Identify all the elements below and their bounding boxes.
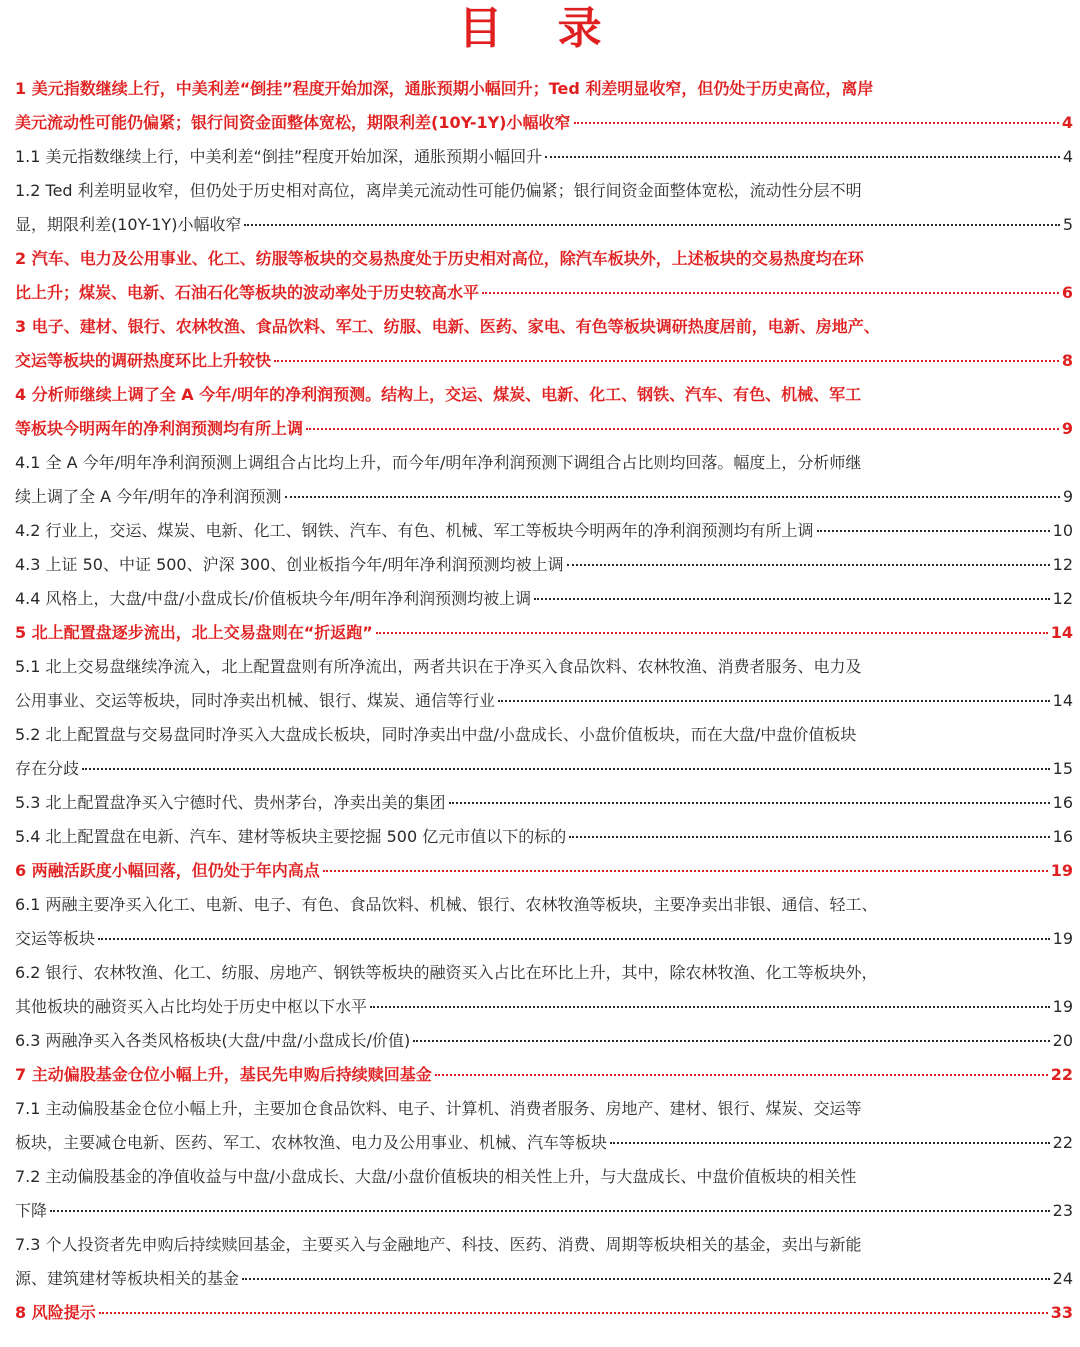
toc-subsection-entry[interactable]	[15, 1092, 1073, 1160]
toc-entry-text: 续上调了全 A 今年/明年的净利润预测	[15, 487, 282, 506]
toc-page-number: 4	[1061, 113, 1073, 132]
toc-section-entry[interactable]	[15, 1296, 1073, 1330]
toc-entry-line	[15, 378, 1073, 412]
toc-entry-line	[15, 106, 1073, 140]
toc-page-number: 14	[1052, 691, 1073, 710]
toc-page-number: 23	[1052, 1201, 1073, 1220]
toc-entry-text: 7.2 主动偏股基金的净值收益与中盘/小盘成长、大盘/小盘价值板块的相关性上升，与大盘成长、中盘价值板块的相关性	[15, 1167, 857, 1186]
toc-page-number: 5	[1062, 215, 1073, 234]
toc-section-entry[interactable]	[15, 242, 1073, 310]
toc-entry-text: 8 风险提示	[15, 1303, 96, 1322]
toc-entry-line	[15, 1194, 1073, 1228]
dot-leader	[98, 937, 1050, 940]
toc-entry-text: 交运等板块的调研热度环比上升较快	[15, 351, 272, 370]
toc-entry-text: 4.3 上证 50、中证 500、沪深 300、创业板指今年/明年净利润预测均被上调	[15, 555, 564, 574]
toc-entry-line	[15, 718, 1073, 752]
toc-entry-text: 7 主动偏股基金仓位小幅上升，基民先申购后持续赎回基金	[15, 1065, 432, 1084]
toc-entry-text: 交运等板块	[15, 929, 96, 948]
toc-entry-text: 1.2 Ted 利差明显收窄，但仍处于历史相对高位，离岸美元流动性可能仍偏紧；银行间资金面整体宽松，流动性分层不明	[15, 181, 862, 200]
dot-leader	[610, 1141, 1050, 1144]
dot-leader	[545, 155, 1060, 158]
toc-entry-text: 显，期限利差(10Y-1Y)小幅收窄	[15, 215, 242, 234]
toc-page-number: 9	[1061, 419, 1073, 438]
toc-entry-line	[15, 1160, 1073, 1194]
toc-entry-line	[15, 412, 1073, 446]
toc-subsection-entry[interactable]	[15, 140, 1073, 174]
toc-entry-text: 4 分析师继续上调了全 A 今年/明年的净利润预测。结构上，交运、煤炭、电新、化工、钢铁、汽车、有色、机械、军工	[15, 385, 862, 404]
toc-entry-line	[15, 956, 1073, 990]
toc-entry-text: 7.1 主动偏股基金仓位小幅上升，主要加仓食品饮料、电子、计算机、消费者服务、房地产、建材、银行、煤炭、交运等	[15, 1099, 862, 1118]
toc-entry-line	[15, 174, 1073, 208]
toc-entry-text: 公用事业、交运等板块，同时净卖出机械、银行、煤炭、通信等行业	[15, 691, 496, 710]
toc-entry-text: 5.3 北上配置盘净买入宁德时代、贵州茅台，净卖出美的集团	[15, 793, 446, 812]
toc-entry-text: 源、建筑建材等板块相关的基金	[15, 1269, 240, 1288]
toc-entry-text: 5.2 北上配置盘与交易盘同时净买入大盘成长板块，同时净卖出中盘/小盘成长、小盘价值板块，而在大盘/中盘价值板块	[15, 725, 857, 744]
dot-leader	[242, 1277, 1050, 1280]
toc-entry-text: 美元流动性可能仍偏紧；银行间资金面整体宽松，期限利差(10Y-1Y)小幅收窄	[15, 113, 571, 132]
toc-entry-text: 2 汽车、电力及公用事业、化工、纺服等板块的交易热度处于历史相对高位，除汽车板块外，上述板块的交易热度均在环	[15, 249, 864, 268]
toc-entry-line	[15, 446, 1073, 480]
toc-entry-text: 6 两融活跃度小幅回落，但仍处于年内高点	[15, 861, 320, 880]
toc-page-number: 8	[1061, 351, 1073, 370]
dot-leader	[413, 1039, 1049, 1042]
toc-entry-line	[15, 1262, 1073, 1296]
toc-page-number: 16	[1052, 793, 1073, 812]
toc-section-entry[interactable]	[15, 616, 1073, 650]
toc-entry-text: 存在分歧	[15, 759, 80, 778]
toc-entry-line	[15, 1228, 1073, 1262]
toc-page-number: 24	[1052, 1269, 1073, 1288]
toc-page-number: 12	[1052, 589, 1073, 608]
toc-entry-line	[15, 1296, 1073, 1330]
toc-entry-text: 比上升；煤炭、电新、石油石化等板块的波动率处于历史较高水平	[15, 283, 480, 302]
toc-section-entry[interactable]	[15, 854, 1073, 888]
toc-page-number: 19	[1052, 997, 1073, 1016]
toc-subsection-entry[interactable]	[15, 956, 1073, 1024]
toc-subsection-entry[interactable]	[15, 446, 1073, 514]
toc-entry-line	[15, 72, 1073, 106]
toc-entry-text: 5 北上配置盘逐步流出，北上交易盘则在“折返跑”	[15, 623, 373, 642]
toc-entry-line	[15, 480, 1073, 514]
table-of-contents	[15, 72, 1073, 1330]
toc-page-number: 14	[1050, 623, 1073, 642]
toc-entry-text: 4.4 风格上，大盘/中盘/小盘成长/价值板块今年/明年净利润预测均被上调	[15, 589, 532, 608]
toc-entry-line	[15, 820, 1073, 854]
dot-leader	[50, 1209, 1050, 1212]
toc-subsection-entry[interactable]	[15, 786, 1073, 820]
toc-section-entry[interactable]	[15, 72, 1073, 140]
toc-entry-text: 1.1 美元指数继续上行，中美利差“倒挂”程度开始加深，通胀预期小幅回升	[15, 147, 543, 166]
dot-leader	[534, 597, 1050, 600]
toc-entry-line	[15, 344, 1073, 378]
toc-section-entry[interactable]	[15, 378, 1073, 446]
dot-leader	[323, 869, 1048, 872]
toc-entry-line	[15, 1092, 1073, 1126]
toc-subsection-entry[interactable]	[15, 548, 1073, 582]
dot-leader	[449, 801, 1050, 804]
toc-entry-text: 7.3 个人投资者先申购后持续赎回基金，主要买入与金融地产、科技、医药、消费、周期等板块相关的基金，卖出与新能	[15, 1235, 862, 1254]
toc-page-number: 12	[1052, 555, 1073, 574]
toc-page-number: 19	[1050, 861, 1073, 880]
page-title: 目 录	[458, 3, 622, 54]
toc-entry-text: 6.2 银行、农林牧渔、化工、纺服、房地产、钢铁等板块的融资买入占比在环比上升，其中，除农林牧渔、化工等板块外，	[15, 963, 878, 982]
toc-entry-line	[15, 922, 1073, 956]
toc-page-number: 4	[1062, 147, 1073, 166]
dot-leader	[82, 767, 1050, 770]
toc-page-number: 22	[1052, 1133, 1073, 1152]
toc-page-number: 33	[1050, 1303, 1073, 1322]
toc-page-number: 16	[1052, 827, 1073, 846]
toc-entry-text: 5.1 北上交易盘继续净流入，北上配置盘则有所净流出，两者共识在于净买入食品饮料、农林牧渔、消费者服务、电力及	[15, 657, 862, 676]
toc-entry-line	[15, 1024, 1073, 1058]
dot-leader	[817, 529, 1050, 532]
dot-leader	[435, 1073, 1048, 1076]
toc-entry-line	[15, 242, 1073, 276]
toc-section-entry[interactable]	[15, 310, 1073, 378]
toc-entry-text: 板块，主要减仓电新、医药、军工、农林牧渔、电力及公用事业、机械、汽车等板块	[15, 1133, 608, 1152]
toc-entry-line	[15, 140, 1073, 174]
dot-leader	[285, 495, 1060, 498]
toc-entry-line	[15, 888, 1073, 922]
toc-entry-line	[15, 684, 1073, 718]
toc-page-number: 6	[1061, 283, 1073, 302]
toc-section-entry[interactable]	[15, 1058, 1073, 1092]
dot-leader	[274, 359, 1059, 362]
toc-subsection-entry[interactable]	[15, 888, 1073, 956]
toc-entry-line	[15, 990, 1073, 1024]
dot-leader	[244, 223, 1059, 226]
toc-page-number: 19	[1052, 929, 1073, 948]
toc-page-number: 10	[1052, 521, 1073, 540]
dot-leader	[99, 1311, 1048, 1314]
toc-entry-text: 等板块今明两年的净利润预测均有所上调	[15, 419, 304, 438]
toc-entry-text: 4.2 行业上，交运、煤炭、电新、化工、钢铁、汽车、有色、机械、军工等板块今明两年的净利润预测均有所上调	[15, 521, 814, 540]
dot-leader	[574, 121, 1059, 124]
toc-entry-line	[15, 582, 1073, 616]
toc-entry-line	[15, 786, 1073, 820]
toc-subsection-entry[interactable]	[15, 174, 1073, 242]
toc-subsection-entry[interactable]	[15, 582, 1073, 616]
dot-leader	[567, 563, 1050, 566]
toc-subsection-entry[interactable]	[15, 1228, 1073, 1296]
toc-entry-text: 6.3 两融净买入各类风格板块(大盘/中盘/小盘成长/价值)	[15, 1031, 411, 1050]
toc-entry-line	[15, 854, 1073, 888]
toc-page-number: 15	[1052, 759, 1073, 778]
dot-leader	[370, 1005, 1050, 1008]
dot-leader	[498, 699, 1050, 702]
toc-entry-text: 6.1 两融主要净买入化工、电新、电子、有色、食品饮料、机械、银行、农林牧渔等板块，主要净卖出非银、通信、轻工、	[15, 895, 878, 914]
toc-entry-line	[15, 514, 1073, 548]
toc-entry-line	[15, 1058, 1073, 1092]
toc-entry-line	[15, 650, 1073, 684]
toc-entry-line	[15, 616, 1073, 650]
toc-entry-line	[15, 548, 1073, 582]
toc-entry-text: 其他板块的融资买入占比均处于历史中枢以下水平	[15, 997, 368, 1016]
toc-subsection-entry[interactable]	[15, 1024, 1073, 1058]
toc-page-number: 20	[1052, 1031, 1073, 1050]
toc-subsection-entry[interactable]	[15, 820, 1073, 854]
toc-entry-text: 5.4 北上配置盘在电新、汽车、建材等板块主要挖掘 500 亿元市值以下的标的	[15, 827, 567, 846]
toc-entry-line	[15, 752, 1073, 786]
toc-entry-text: 4.1 全 A 今年/明年净利润预测上调组合占比均上升，而今年/明年净利润预测下调组合占比则均回落。幅度上，分析师继	[15, 453, 862, 472]
toc-entry-line	[15, 208, 1073, 242]
toc-entry-text: 1 美元指数继续上行，中美利差“倒挂”程度开始加深，通胀预期小幅回升；Ted 利差明显收窄，但仍处于历史高位，离岸	[15, 79, 874, 98]
toc-entry-line	[15, 310, 1073, 344]
dot-leader	[569, 835, 1049, 838]
toc-entry-line	[15, 276, 1073, 310]
toc-entry-line	[15, 1126, 1073, 1160]
toc-entry-text: 3 电子、建材、银行、农林牧渔、食品饮料、军工、纺服、电新、医药、家电、有色等板块调研热度居前，电新、房地产、	[15, 317, 880, 336]
toc-subsection-entry[interactable]	[15, 718, 1073, 786]
dot-leader	[306, 427, 1059, 430]
dot-leader	[482, 291, 1059, 294]
toc-page-number: 22	[1050, 1065, 1073, 1084]
toc-subsection-entry[interactable]	[15, 1160, 1073, 1228]
dot-leader	[376, 631, 1048, 634]
toc-entry-text: 下降	[15, 1201, 48, 1220]
toc-page-number: 9	[1062, 487, 1073, 506]
toc-subsection-entry[interactable]	[15, 650, 1073, 718]
toc-subsection-entry[interactable]	[15, 514, 1073, 548]
